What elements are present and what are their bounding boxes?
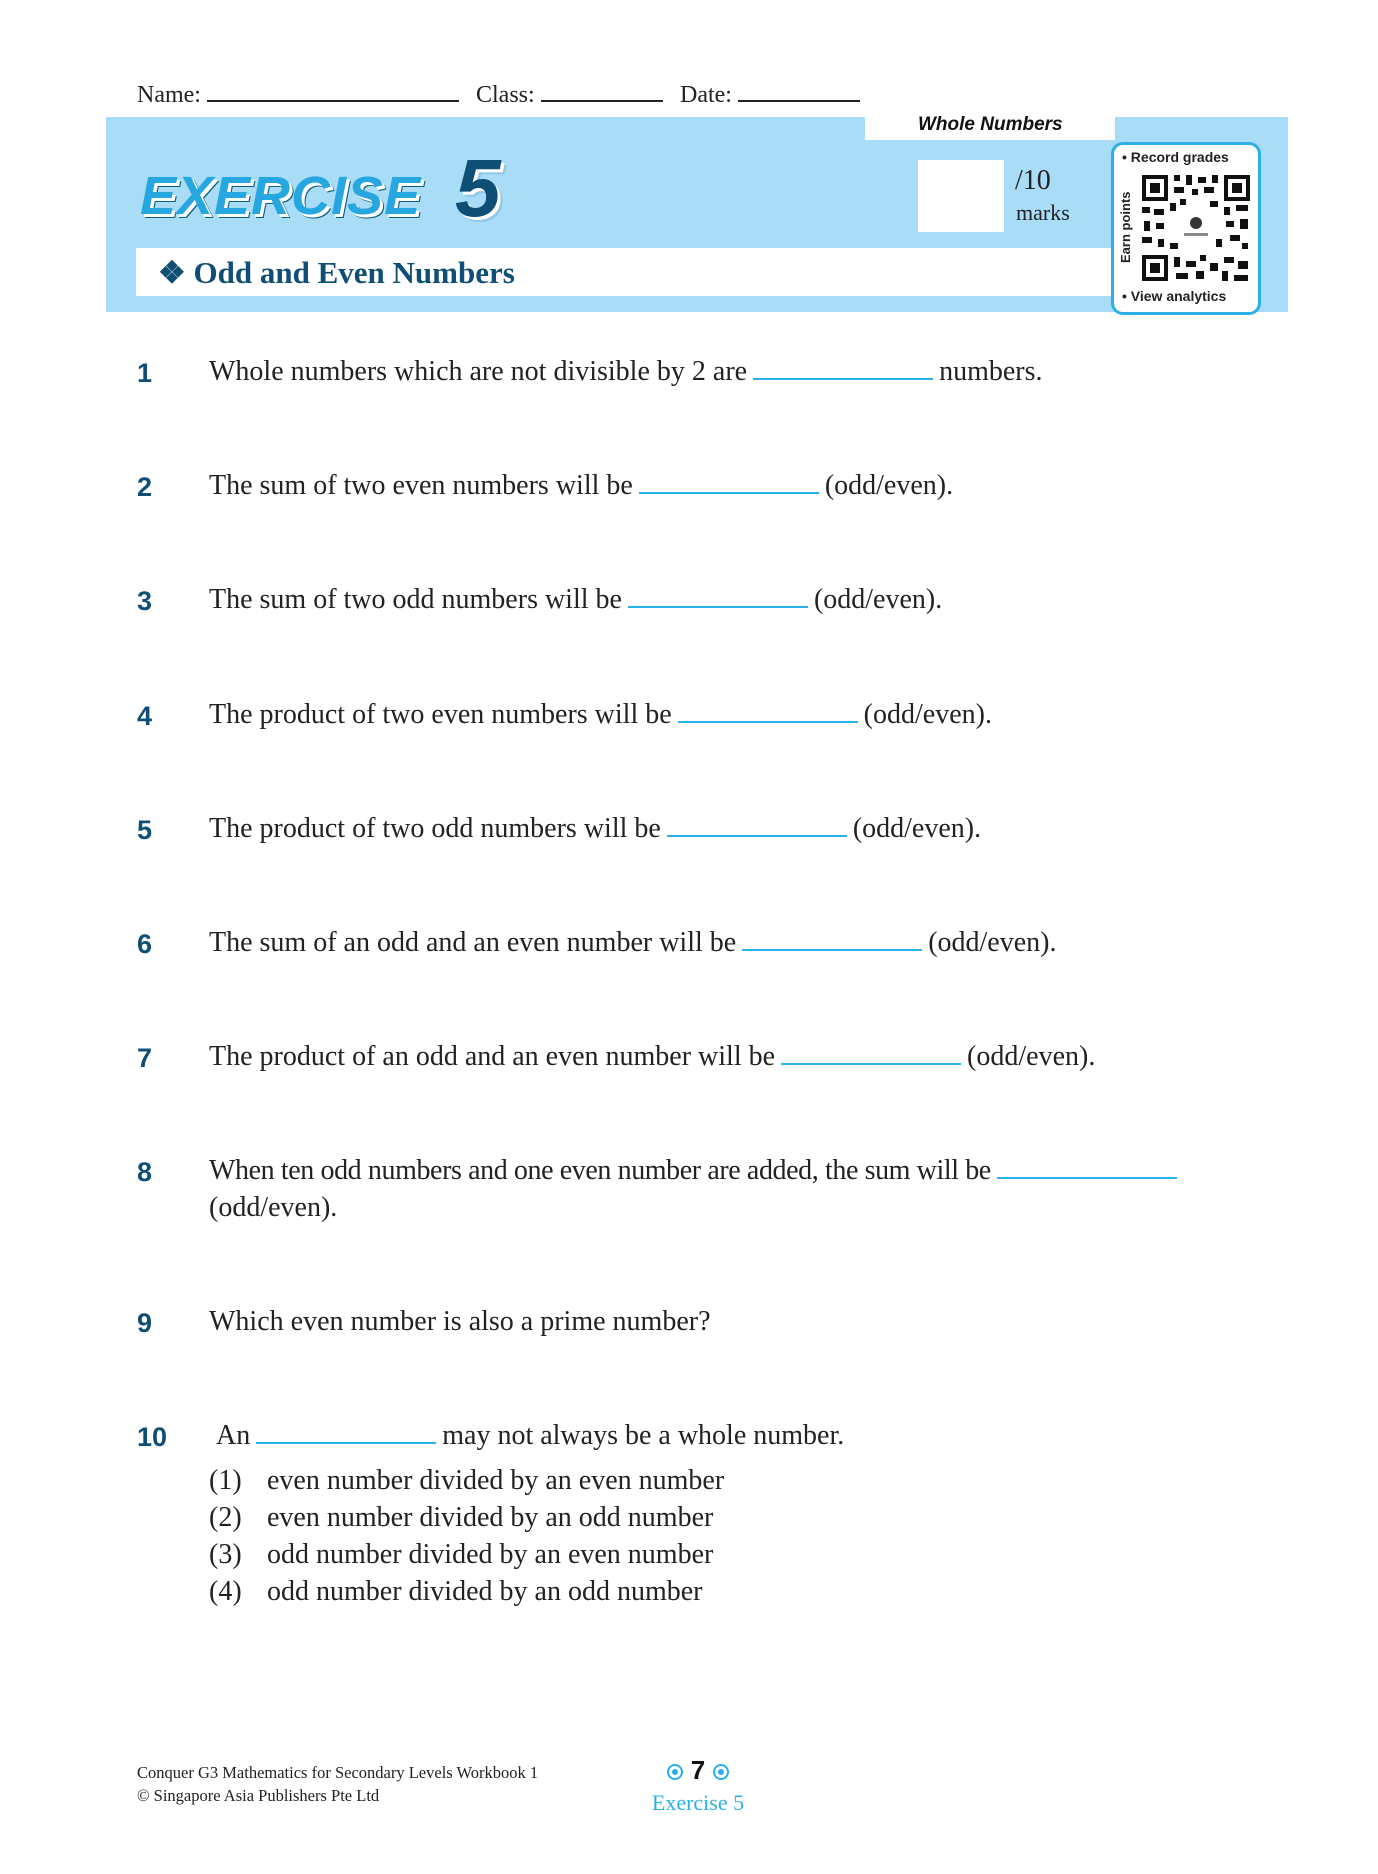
page-exercise-label: Exercise 5 — [651, 1790, 745, 1815]
topic-label: Whole Numbers — [918, 114, 1063, 135]
name-line[interactable] — [207, 100, 459, 102]
question-number: 7 — [137, 1043, 153, 1073]
target-dot-icon — [667, 1764, 683, 1780]
question-number: 5 — [137, 815, 153, 845]
qr-earn-points: Earn points — [1118, 191, 1133, 263]
answer-blank[interactable] — [256, 1441, 436, 1444]
question-number: 8 — [137, 1157, 153, 1187]
date-field — [680, 82, 860, 109]
qr-code-icon[interactable] — [1140, 173, 1252, 283]
question-number: 1 — [137, 358, 153, 388]
answer-blank[interactable] — [753, 377, 933, 380]
option-text[interactable]: even number divided by an even number — [267, 1465, 725, 1496]
question-text: Which even number is also a prime number? — [209, 1306, 711, 1337]
question-text: Whole numbers which are not divisible by 2 are numbers. — [209, 356, 1043, 387]
question-text: The sum of two odd numbers will be (odd/even). — [209, 584, 943, 615]
exercise-subtitle — [158, 255, 515, 291]
answer-blank[interactable] — [667, 834, 847, 837]
question-text: The product of two even numbers will be (odd/even). — [209, 699, 992, 730]
page-number: 7 — [658, 1755, 738, 1786]
option-label[interactable]: (2) — [209, 1502, 242, 1533]
question-text: The sum of an odd and an even number will be (odd/even). — [209, 927, 1057, 958]
answer-blank[interactable] — [639, 491, 819, 494]
answer-blank[interactable] — [997, 1176, 1177, 1179]
question-text-continued: (odd/even). — [209, 1192, 338, 1223]
question-text: The product of two odd numbers will be (odd/even). — [209, 813, 982, 844]
option-label[interactable]: (3) — [209, 1539, 242, 1570]
class-label: Class: — [476, 82, 535, 108]
option-text[interactable]: odd number divided by an even number — [267, 1539, 714, 1570]
qr-panel[interactable] — [1111, 142, 1261, 315]
question-text: The product of an odd and an even number will be (odd/even). — [209, 1041, 1096, 1072]
date-line[interactable] — [738, 100, 860, 102]
answer-blank[interactable] — [781, 1062, 961, 1065]
name-label: Name: — [137, 82, 201, 108]
footer-copyright: © Singapore Asia Publishers Pte Ltd — [137, 1786, 380, 1805]
answer-blank[interactable] — [742, 948, 922, 951]
question-number: 10 — [137, 1422, 168, 1452]
class-line[interactable] — [541, 100, 663, 102]
marks-label: marks — [1016, 200, 1070, 225]
exercise-number: 5 — [455, 143, 501, 234]
marks-total: /10 — [1015, 165, 1051, 196]
question-text: An may not always be a whole number. — [216, 1420, 845, 1451]
qr-view-analytics: • View analytics — [1122, 288, 1227, 304]
question-text: When ten odd numbers and one even number are added, the sum will be — [209, 1155, 1183, 1187]
question-number: 3 — [137, 586, 153, 616]
name-field — [137, 82, 459, 109]
question-number: 4 — [137, 701, 153, 731]
question-number: 9 — [137, 1308, 153, 1338]
answer-blank[interactable] — [628, 605, 808, 608]
qr-record-grades: • Record grades — [1122, 149, 1229, 165]
question-text: The sum of two even numbers will be (odd/even). — [209, 470, 954, 501]
footer-book-title: Conquer G3 Mathematics for Secondary Levels Workbook 1 — [137, 1763, 539, 1782]
option-text[interactable]: even number divided by an odd number — [267, 1502, 714, 1533]
class-field — [476, 82, 663, 109]
marks-input-box[interactable] — [918, 160, 1004, 232]
subtitle-text: Odd and Even Numbers — [193, 255, 515, 290]
question-number: 2 — [137, 472, 153, 502]
date-label: Date: — [680, 82, 732, 108]
target-dot-icon — [713, 1764, 729, 1780]
option-label[interactable]: (1) — [209, 1465, 242, 1496]
exercise-title: EXERCISE — [140, 166, 422, 226]
answer-blank[interactable] — [678, 720, 858, 723]
option-text[interactable]: odd number divided by an odd number — [267, 1576, 703, 1607]
option-label[interactable]: (4) — [209, 1576, 242, 1607]
diamond-bullet-icon: ❖ — [158, 255, 186, 290]
question-number: 6 — [137, 929, 153, 959]
